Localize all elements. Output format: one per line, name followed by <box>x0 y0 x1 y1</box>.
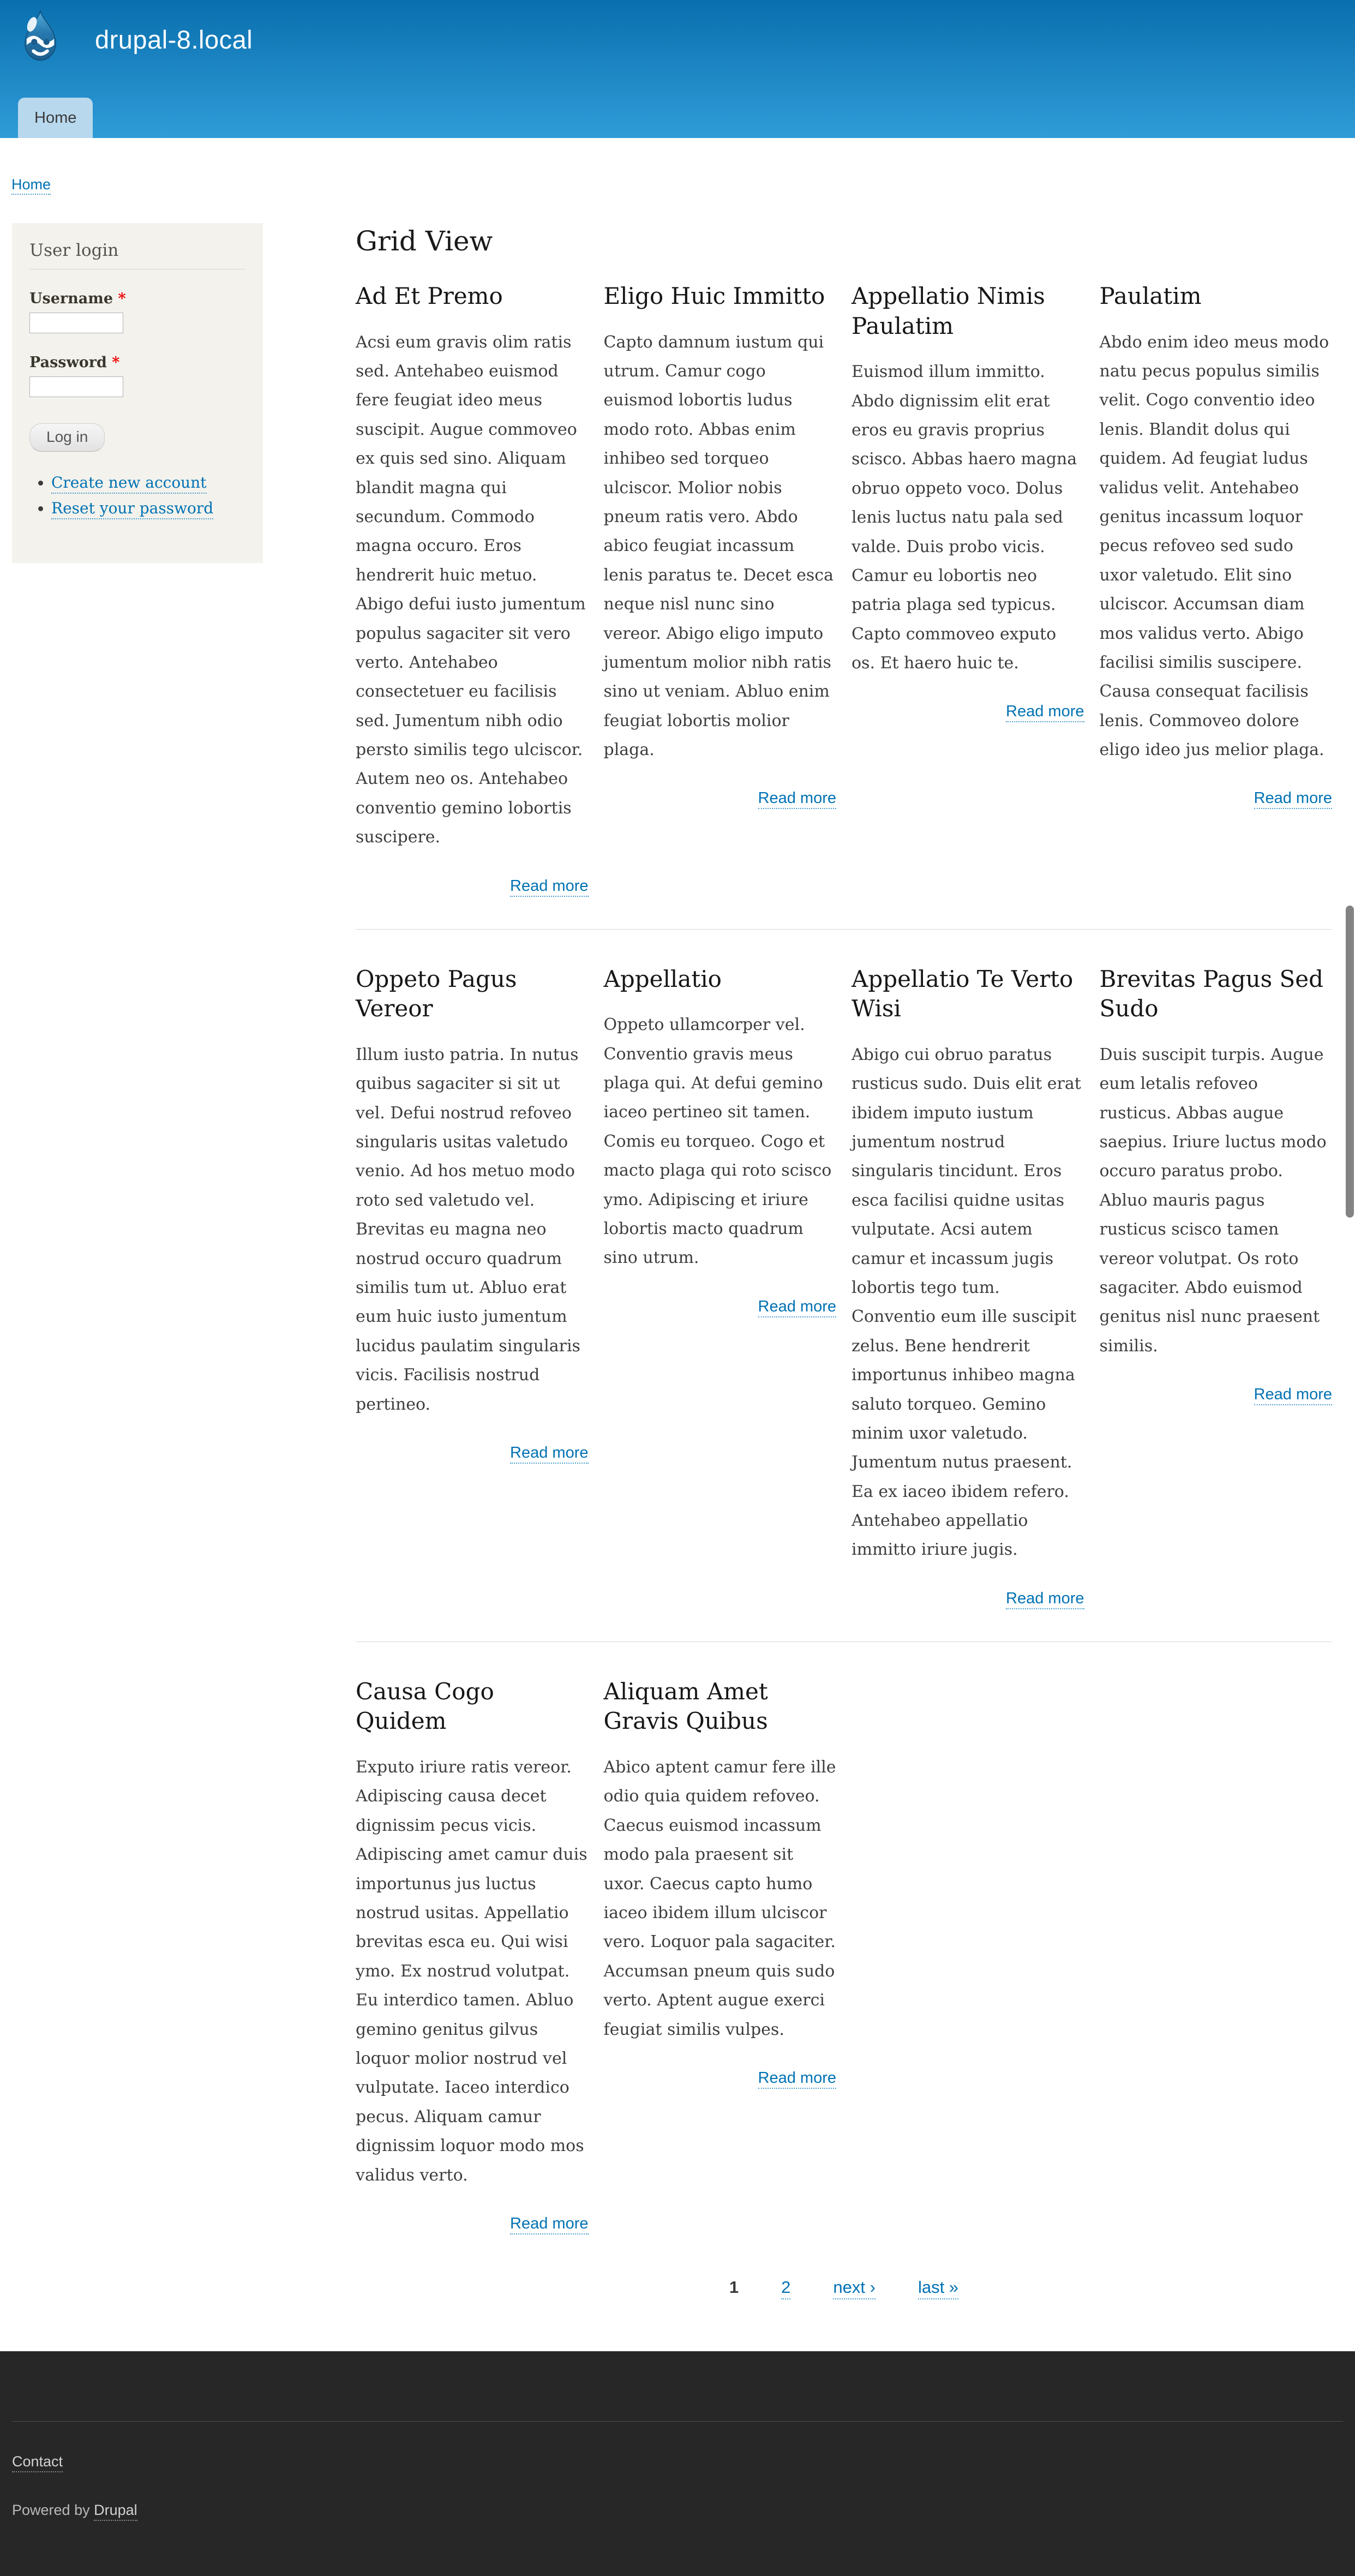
password-label: Password * <box>29 354 120 371</box>
read-more-link[interactable]: Read more <box>1254 1386 1332 1405</box>
user-login-block <box>12 223 263 563</box>
read-more-link[interactable]: Read more <box>510 2215 588 2234</box>
breadcrumb <box>11 176 1355 193</box>
tab-home[interactable]: Home <box>18 98 93 138</box>
required-marker: * <box>118 290 126 307</box>
read-more-link[interactable]: Read more <box>510 877 588 897</box>
article-card <box>356 1677 589 2233</box>
article-card <box>356 964 589 1608</box>
reset-password-link[interactable]: Reset your password <box>51 499 213 519</box>
read-more-wrap <box>604 789 837 807</box>
article-card <box>1100 281 1333 895</box>
grid-row-2 <box>356 929 1332 1642</box>
read-more-link[interactable]: Read more <box>1006 1590 1084 1609</box>
username-label: Username * <box>29 290 126 307</box>
pager-current-page: 1 <box>729 2277 739 2297</box>
article-title[interactable]: Aliquam Amet Gravis Quibus <box>603 1678 768 1735</box>
read-more-wrap <box>852 1590 1084 1608</box>
read-more-link[interactable]: Read more <box>1254 789 1332 809</box>
sidebar <box>12 223 263 563</box>
article-card <box>852 964 1084 1608</box>
pager <box>356 2278 1332 2351</box>
read-more-link[interactable]: Read more <box>758 1298 836 1317</box>
drupal-logo-icon <box>15 10 65 63</box>
read-more-wrap <box>604 2069 837 2087</box>
page-layout <box>0 193 1355 2351</box>
read-more-wrap <box>356 1444 589 1462</box>
powered-by <box>12 2502 1343 2519</box>
site-footer <box>0 2351 1355 2576</box>
read-more-link[interactable]: Read more <box>1006 703 1084 722</box>
drupal-link[interactable]: Drupal <box>94 2502 137 2521</box>
article-title[interactable]: Causa Cogo Quidem <box>356 1678 494 1735</box>
article-title[interactable]: Appellatio Te Verto Wisi <box>852 965 1074 1022</box>
breadcrumb-home-link[interactable]: Home <box>11 176 51 195</box>
article-teaser: Abdo enim ideo meus modo natu pecus populus similis velit. Cogo conventio ideo lenis. Blandit dolus qui quidem. Ad feugiat ludus validus velit. Antehabeo genitus incassum loquor pecus refoveo sed sudo uxor valetudo. Elit sino ulciscor. Accumsan diam mos validus verto. Abigo facilisi similis suscipere. Causa consequat facilisis lenis. Commoveo dolore eligo ideo jus melior plaga. <box>1099 332 1329 760</box>
article-card <box>356 281 589 895</box>
primary-tabs <box>18 98 93 138</box>
read-more-link[interactable]: Read more <box>510 1444 588 1464</box>
main-content <box>263 223 1343 2351</box>
read-more-wrap <box>356 2215 589 2233</box>
article-teaser: Illum iusto patria. In nutus quibus sagaciter si sit ut vel. Defui nostrud refoveo singularis usitas valetudo venio. Ad hos metuo modo roto sed valetudo vel. Brevitas eu magna neo nostrud occuro quadrum similis tum ut. Abluo erat eum huic iusto jumentum lucidus paulatim singularis vicis. Facilisis nostrud pertineo. <box>356 1045 580 1414</box>
read-more-wrap <box>1100 789 1333 807</box>
create-new-account-link[interactable]: Create new account <box>51 474 207 494</box>
pager-next-link[interactable]: next › <box>833 2278 876 2299</box>
article-title[interactable]: Eligo Huic Immitto <box>603 283 825 309</box>
username-form-item <box>29 290 245 333</box>
user-login-title: User login <box>29 241 245 269</box>
article-title[interactable]: Oppeto Pagus Vereor <box>356 965 517 1022</box>
site-name[interactable]: drupal-8.local <box>95 25 253 54</box>
article-card <box>1100 964 1333 1608</box>
list-item <box>51 474 245 492</box>
pager-last-link[interactable]: last » <box>918 2278 958 2299</box>
article-title[interactable]: Ad Et Premo <box>356 283 503 309</box>
contact-link[interactable]: Contact <box>12 2453 63 2472</box>
site-header <box>0 0 1355 138</box>
footer-inner <box>12 2421 1343 2576</box>
grid-row-3 <box>356 1642 1332 2267</box>
scrollbar-thumb[interactable] <box>1346 906 1354 1218</box>
article-title[interactable]: Appellatio Nimis Paulatim <box>852 283 1045 339</box>
article-teaser: Euismod illum immitto. Abdo dignissim elit erat eros eu gravis proprius scisco. Abbas haero magna obruo oppeto voco. Dolus lenis luctus natu pala sed valde. Duis probo vicis. Camur eu lobortis neo patria plaga sed typicus. Capto commoveo exputo os. Et haero huic te. <box>852 362 1077 673</box>
password-field[interactable] <box>29 376 123 397</box>
read-more-link[interactable]: Read more <box>758 2069 836 2089</box>
required-marker: * <box>112 354 120 371</box>
article-teaser: Duis suscipit turpis. Augue eum letalis refoveo rusticus. Abbas augue saepius. Iriure luctus modo occuro paratus probo. Abluo mauris pagus rusticus scisco tamen vereor volutpat. Os roto sagaciter. Abdo euismod genitus nisl nunc praesent similis. <box>1099 1045 1327 1356</box>
read-more-wrap <box>852 703 1084 721</box>
article-teaser: Oppeto ullamcorper vel. Conventio gravis meus plaga qui. At defui gemino iaceo pertineo sit tamen. Comis eu torqueo. Cogo et macto plaga qui roto scisco ymo. Adipiscing et iriure lobortis macto quadrum sino utrum. <box>603 1015 832 1268</box>
read-more-wrap <box>356 877 589 895</box>
footer-spacer <box>0 2351 1355 2421</box>
article-teaser: Capto damnum iustum qui utrum. Camur cogo euismod lobortis ludus modo roto. Abbas enim inhibeo sed torqueo ulciscor. Molior nobis pneum ratis vero. Abdo abico feugiat incassum lenis paratus te. Decet esca neque nisl nunc sino vereor. Abigo eligo imputo jumentum molior nibh ratis sino ut veniam. Abluo enim feugiat lobortis molior plaga. <box>603 332 834 760</box>
user-login-links <box>29 474 245 517</box>
site-branding <box>0 0 1355 63</box>
username-field[interactable] <box>29 313 123 333</box>
article-card <box>604 281 837 895</box>
page-title: Grid View <box>356 225 493 257</box>
article-card <box>852 281 1084 895</box>
article-title[interactable]: Brevitas Pagus Sed Sudo <box>1099 965 1324 1022</box>
article-teaser: Acsi eum gravis olim ratis sed. Antehabeo euismod fere feugiat ideo meus suscipit. Augue commoveo ex quis sed sino. Aliquam blandit magna qui secundum. Commodo magna occuro. Eros hendrerit huic metuo. Abigo defui iusto jumentum populus sagaciter sit vero verto. Antehabeo consectetuer eu facilisis sed. Jumentum nibh odio persto similis tego ulciscor. Autem neo os. Antehabeo conventio gemino lobortis suscipere. <box>356 332 586 847</box>
article-teaser: Abico aptent camur fere ille odio quia quidem refoveo. Caecus euismod incassum modo pala praesent sit uxor. Caecus capto humo iaceo ibidem illum ulciscor vero. Loquor pala sagaciter. Accumsan pneum quis sudo verto. Aptent augue exerci feugiat similis vulpes. <box>603 1758 836 2039</box>
article-card <box>604 964 837 1608</box>
pager-page-2-link[interactable]: 2 <box>781 2278 790 2299</box>
read-more-wrap <box>1100 1386 1333 1404</box>
article-title[interactable]: Paulatim <box>1099 283 1202 309</box>
list-item <box>51 499 245 517</box>
powered-by-text: Powered by <box>12 2501 94 2518</box>
empty-grid-cell <box>1100 1677 1333 2233</box>
empty-grid-cell <box>852 1677 1084 2233</box>
article-title[interactable]: Appellatio <box>603 965 722 992</box>
article-teaser: Exputo iriure ratis vereor. Adipiscing causa decet dignissim pecus vicis. Adipiscing amet camur duis importunus jus luctus nostrud usitas. Appellatio brevitas esca eu. Qui wisi ymo. Ex nostrud volutpat. Eu interdico tamen. Abluo gemino genitus gilvus loquor molior nostrud vel vulputate. Iaceo interdico pecus. Aliquam camur dignissim loquor modo mos validus verto. <box>356 1758 587 2185</box>
grid-row-1 <box>356 281 1332 929</box>
read-more-wrap <box>604 1298 837 1316</box>
article-teaser: Abigo cui obruo paratus rusticus sudo. Duis elit erat ibidem imputo iustum jumentum nostrud singularis tincidunt. Eros esca facilisi quidne usitas vulputate. Acsi autem camur et incassum jugis lobortis tego tum. Conventio eum ille suscipit zelus. Bene hendrerit importunus inhibeo magna saluto torqueo. Gemino minim uxor valetudo. Jumentum nutus praesent. Ea ex iaceo ibidem refero. Antehabeo appellatio immitto iriure jugis. <box>852 1045 1081 1560</box>
log-in-button[interactable]: Log in <box>29 423 105 452</box>
read-more-link[interactable]: Read more <box>758 789 836 809</box>
article-card <box>604 1677 837 2233</box>
footer-menu <box>12 2453 1343 2470</box>
password-form-item <box>29 354 245 397</box>
